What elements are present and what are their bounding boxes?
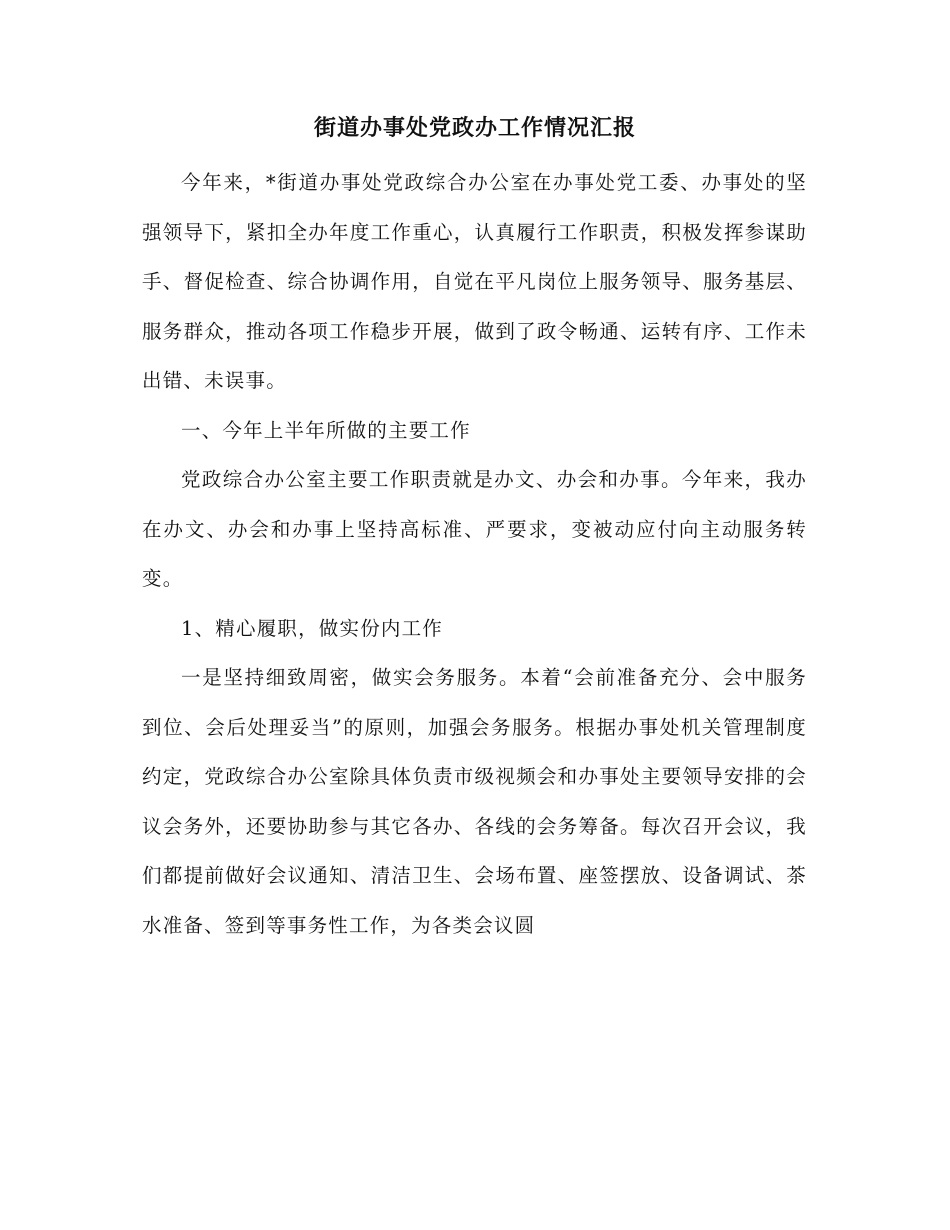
paragraph-duties: 党政综合办公室主要工作职责就是办文、办会和办事。今年来，我办在办文、办会和办事上坚持高标准、严要求，变被动应付向主动服务转变。 (142, 468, 807, 590)
section-heading-1: 一、今年上半年所做的主要工作 (181, 418, 471, 442)
paragraph-intro: 今年来，*街道办事处党政综合办公室在办事处党工委、办事处的坚强领导下，紧扣全办年度工作重心，认真履行工作职责，积极发挥参谋助手、督促检查、综合协调作用，自觉在平凡岗位上服务领导、服务基层、服务群众，推动各项工作稳步开展，做到了政令畅通、运转有序、工作未出错、未误事。 (142, 171, 807, 392)
document-title: 街道办事处党政办工作情况汇报 (313, 115, 636, 141)
paragraph-meeting-service: 一是坚持细致周密，做实会务服务。本着“会前准备充分、会中服务到位、会后处理妥当”的原则，加强会务服务。根据办事处机关管理制度约定，党政综合办公室除具体负责市级视频会和办事处主要领导安排的会议会务外，还要协助参与其它各办、各线的会务筹备。每次召开会议，我们都提前做好会议通知、清洁卫生、会场布置、座签摆放、设备调试、茶水准备、签到等事务性工作，为各类会议圆 (142, 666, 807, 937)
document-body (142, 158, 807, 950)
subsection-heading-1: 1、精心履职，做实份内工作 (181, 616, 444, 640)
